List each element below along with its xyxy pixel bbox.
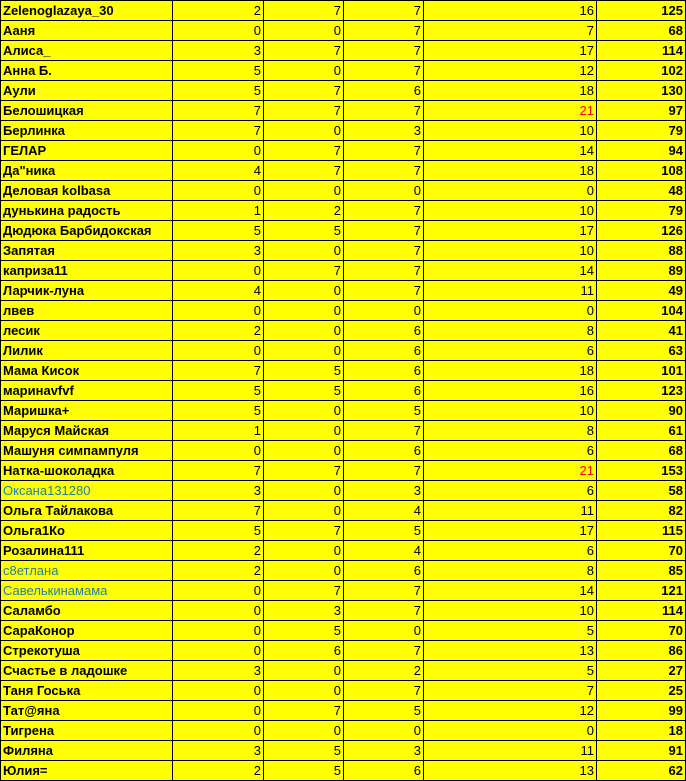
name-cell[interactable]: Розалина111 <box>1 541 173 561</box>
total-cell[interactable]: 101 <box>597 361 686 381</box>
total-cell[interactable]: 99 <box>597 701 686 721</box>
total-cell[interactable]: 114 <box>597 41 686 61</box>
score-cell-2[interactable]: 6 <box>264 641 344 661</box>
score-cell-2[interactable]: 7 <box>264 41 344 61</box>
name-cell[interactable]: Натка-шоколадка <box>1 461 173 481</box>
total-cell[interactable]: 125 <box>597 1 686 21</box>
score-cell-3[interactable]: 0 <box>344 621 424 641</box>
score-cell-1[interactable]: 0 <box>173 621 264 641</box>
sum-cell[interactable]: 10 <box>424 241 597 261</box>
score-cell-1[interactable]: 0 <box>173 181 264 201</box>
score-cell-3[interactable]: 7 <box>344 1 424 21</box>
name-cell[interactable]: Таня Госька <box>1 681 173 701</box>
score-cell-3[interactable]: 7 <box>344 101 424 121</box>
table-row <box>1 81 686 101</box>
name-cell[interactable]: лесик <box>1 321 173 341</box>
total-cell[interactable]: 121 <box>597 581 686 601</box>
score-cell-2[interactable]: 0 <box>264 501 344 521</box>
score-cell-2[interactable]: 0 <box>264 241 344 261</box>
name-cell[interactable]: Маришка+ <box>1 401 173 421</box>
table-row <box>1 561 686 581</box>
score-cell-3[interactable]: 0 <box>344 301 424 321</box>
spreadsheet-body <box>1 1 686 781</box>
score-cell-2[interactable]: 7 <box>264 581 344 601</box>
total-cell[interactable]: 61 <box>597 421 686 441</box>
score-cell-3[interactable]: 4 <box>344 501 424 521</box>
score-cell-3[interactable]: 7 <box>344 581 424 601</box>
sum-cell[interactable]: 10 <box>424 201 597 221</box>
score-cell-3[interactable]: 5 <box>344 701 424 721</box>
total-cell[interactable]: 108 <box>597 161 686 181</box>
total-cell[interactable]: 104 <box>597 301 686 321</box>
score-cell-1[interactable]: 0 <box>173 301 264 321</box>
name-cell[interactable]: Дюдюка Барбидокская <box>1 221 173 241</box>
total-cell[interactable]: 82 <box>597 501 686 521</box>
score-cell-3[interactable]: 5 <box>344 401 424 421</box>
sum-cell[interactable]: 17 <box>424 521 597 541</box>
score-cell-1[interactable]: 3 <box>173 241 264 261</box>
table-row <box>1 281 686 301</box>
total-cell[interactable]: 102 <box>597 61 686 81</box>
name-cell[interactable]: Белошицкая <box>1 101 173 121</box>
score-cell-2[interactable]: 0 <box>264 441 344 461</box>
table-row <box>1 21 686 41</box>
table-row <box>1 721 686 741</box>
name-cell[interactable]: лвев <box>1 301 173 321</box>
table-row <box>1 321 686 341</box>
total-cell[interactable]: 130 <box>597 81 686 101</box>
score-cell-1[interactable]: 5 <box>173 381 264 401</box>
sum-cell[interactable]: 6 <box>424 341 597 361</box>
score-cell-2[interactable]: 0 <box>264 661 344 681</box>
score-cell-2[interactable]: 0 <box>264 481 344 501</box>
table-row <box>1 481 686 501</box>
sum-cell[interactable]: 7 <box>424 681 597 701</box>
score-cell-2[interactable]: 0 <box>264 281 344 301</box>
total-cell[interactable]: 91 <box>597 741 686 761</box>
score-cell-3[interactable]: 6 <box>344 321 424 341</box>
score-cell-2[interactable]: 2 <box>264 201 344 221</box>
name-cell[interactable]: Ольга1Ко <box>1 521 173 541</box>
score-cell-3[interactable]: 6 <box>344 361 424 381</box>
sum-cell[interactable]: 5 <box>424 661 597 681</box>
name-cell[interactable]: Деловая kolbasa <box>1 181 173 201</box>
score-cell-1[interactable]: 2 <box>173 321 264 341</box>
score-cell-3[interactable]: 7 <box>344 681 424 701</box>
sum-cell[interactable]: 21 <box>424 101 597 121</box>
sum-cell[interactable]: 11 <box>424 741 597 761</box>
name-cell[interactable]: Ольга Тайлакова <box>1 501 173 521</box>
score-cell-1[interactable]: 7 <box>173 461 264 481</box>
score-cell-1[interactable]: 4 <box>173 281 264 301</box>
total-cell[interactable]: 49 <box>597 281 686 301</box>
score-cell-3[interactable]: 3 <box>344 481 424 501</box>
score-cell-1[interactable]: 0 <box>173 341 264 361</box>
score-cell-1[interactable]: 2 <box>173 761 264 781</box>
sum-cell[interactable]: 6 <box>424 481 597 501</box>
score-cell-3[interactable]: 7 <box>344 41 424 61</box>
score-cell-1[interactable]: 7 <box>173 361 264 381</box>
table-row <box>1 361 686 381</box>
score-cell-1[interactable]: 7 <box>173 121 264 141</box>
score-cell-2[interactable]: 7 <box>264 701 344 721</box>
score-cell-1[interactable]: 2 <box>173 541 264 561</box>
score-cell-1[interactable]: 7 <box>173 501 264 521</box>
sum-cell[interactable]: 16 <box>424 381 597 401</box>
score-cell-3[interactable]: 0 <box>344 721 424 741</box>
name-cell[interactable]: Маруся Майская <box>1 421 173 441</box>
name-cell[interactable]: каприза11 <box>1 261 173 281</box>
score-cell-3[interactable]: 0 <box>344 181 424 201</box>
score-cell-3[interactable]: 7 <box>344 161 424 181</box>
table-row <box>1 401 686 421</box>
score-cell-3[interactable]: 3 <box>344 121 424 141</box>
table-row <box>1 221 686 241</box>
score-cell-2[interactable]: 5 <box>264 761 344 781</box>
total-cell[interactable]: 126 <box>597 221 686 241</box>
score-cell-3[interactable]: 2 <box>344 661 424 681</box>
score-cell-1[interactable]: 5 <box>173 401 264 421</box>
score-cell-2[interactable]: 0 <box>264 721 344 741</box>
name-cell[interactable]: маринаvfvf <box>1 381 173 401</box>
score-cell-2[interactable]: 5 <box>264 221 344 241</box>
total-cell[interactable]: 70 <box>597 541 686 561</box>
score-cell-3[interactable]: 7 <box>344 461 424 481</box>
sum-cell[interactable]: 0 <box>424 301 597 321</box>
name-cell[interactable]: Тат@яна <box>1 701 173 721</box>
score-cell-2[interactable]: 5 <box>264 621 344 641</box>
score-cell-2[interactable]: 7 <box>264 161 344 181</box>
score-cell-3[interactable]: 7 <box>344 281 424 301</box>
total-cell[interactable]: 48 <box>597 181 686 201</box>
score-cell-3[interactable]: 7 <box>344 221 424 241</box>
total-cell[interactable]: 25 <box>597 681 686 701</box>
total-cell[interactable]: 41 <box>597 321 686 341</box>
table-row <box>1 701 686 721</box>
score-cell-3[interactable]: 6 <box>344 341 424 361</box>
name-cell[interactable]: Ааня <box>1 21 173 41</box>
sum-cell[interactable]: 7 <box>424 21 597 41</box>
score-cell-3[interactable]: 5 <box>344 521 424 541</box>
name-cell[interactable]: Ларчик-луна <box>1 281 173 301</box>
total-cell[interactable]: 79 <box>597 201 686 221</box>
total-cell[interactable]: 27 <box>597 661 686 681</box>
name-cell[interactable]: Лилик <box>1 341 173 361</box>
sum-cell[interactable]: 14 <box>424 141 597 161</box>
sum-cell[interactable]: 17 <box>424 41 597 61</box>
name-cell[interactable]: Аули <box>1 81 173 101</box>
score-cell-1[interactable]: 5 <box>173 81 264 101</box>
name-cell[interactable]: Филяна <box>1 741 173 761</box>
table-row <box>1 421 686 441</box>
score-cell-3[interactable]: 6 <box>344 381 424 401</box>
name-cell[interactable]: Запятая <box>1 241 173 261</box>
total-cell[interactable]: 62 <box>597 761 686 781</box>
table-row <box>1 181 686 201</box>
score-cell-1[interactable]: 5 <box>173 521 264 541</box>
score-cell-2[interactable]: 0 <box>264 301 344 321</box>
score-cell-3[interactable]: 3 <box>344 741 424 761</box>
score-cell-3[interactable]: 4 <box>344 541 424 561</box>
table-row <box>1 681 686 701</box>
sum-cell[interactable]: 11 <box>424 281 597 301</box>
sum-cell[interactable]: 13 <box>424 641 597 661</box>
table-row <box>1 541 686 561</box>
score-cell-1[interactable]: 0 <box>173 21 264 41</box>
sum-cell[interactable]: 10 <box>424 601 597 621</box>
sum-cell[interactable]: 0 <box>424 181 597 201</box>
total-cell[interactable]: 90 <box>597 401 686 421</box>
total-cell[interactable]: 153 <box>597 461 686 481</box>
score-cell-1[interactable]: 2 <box>173 1 264 21</box>
name-cell[interactable]: Тигрена <box>1 721 173 741</box>
table-row <box>1 661 686 681</box>
score-cell-2[interactable]: 0 <box>264 181 344 201</box>
score-cell-2[interactable]: 0 <box>264 401 344 421</box>
table-row <box>1 621 686 641</box>
total-cell[interactable]: 79 <box>597 121 686 141</box>
sum-cell[interactable]: 17 <box>424 221 597 241</box>
total-cell[interactable]: 94 <box>597 141 686 161</box>
score-cell-3[interactable]: 6 <box>344 561 424 581</box>
score-cell-2[interactable]: 0 <box>264 321 344 341</box>
sum-cell[interactable]: 8 <box>424 561 597 581</box>
name-cell[interactable]: Стрекотуша <box>1 641 173 661</box>
table-row <box>1 761 686 781</box>
total-cell[interactable]: 70 <box>597 621 686 641</box>
score-cell-1[interactable]: 0 <box>173 581 264 601</box>
name-cell[interactable]: Оксана131280 <box>1 481 173 501</box>
score-cell-2[interactable]: 7 <box>264 81 344 101</box>
sum-cell[interactable]: 18 <box>424 161 597 181</box>
score-cell-1[interactable]: 3 <box>173 661 264 681</box>
total-cell[interactable]: 97 <box>597 101 686 121</box>
score-cell-1[interactable]: 0 <box>173 681 264 701</box>
total-cell[interactable]: 86 <box>597 641 686 661</box>
score-cell-3[interactable]: 6 <box>344 81 424 101</box>
score-cell-2[interactable]: 0 <box>264 541 344 561</box>
score-cell-1[interactable]: 0 <box>173 441 264 461</box>
table-row <box>1 641 686 661</box>
score-cell-1[interactable]: 5 <box>173 221 264 241</box>
score-cell-3[interactable]: 7 <box>344 421 424 441</box>
score-cell-3[interactable]: 7 <box>344 601 424 621</box>
table-row <box>1 521 686 541</box>
table-row <box>1 461 686 481</box>
table-row <box>1 341 686 361</box>
total-cell[interactable]: 89 <box>597 261 686 281</box>
sum-cell[interactable]: 10 <box>424 401 597 421</box>
table-row <box>1 381 686 401</box>
score-cell-2[interactable]: 7 <box>264 261 344 281</box>
table-row <box>1 501 686 521</box>
score-cell-1[interactable]: 5 <box>173 61 264 81</box>
score-cell-2[interactable]: 5 <box>264 361 344 381</box>
sum-cell[interactable]: 6 <box>424 541 597 561</box>
name-cell[interactable]: с8етлана <box>1 561 173 581</box>
score-cell-3[interactable]: 6 <box>344 441 424 461</box>
score-cell-1[interactable]: 0 <box>173 701 264 721</box>
sum-cell[interactable]: 0 <box>424 721 597 741</box>
table-row <box>1 741 686 761</box>
table-row <box>1 441 686 461</box>
sum-cell[interactable]: 12 <box>424 701 597 721</box>
score-cell-1[interactable]: 0 <box>173 721 264 741</box>
name-cell[interactable]: Да"ника <box>1 161 173 181</box>
sum-cell[interactable]: 6 <box>424 441 597 461</box>
name-cell[interactable]: Саламбо <box>1 601 173 621</box>
score-cell-1[interactable]: 3 <box>173 481 264 501</box>
score-cell-3[interactable]: 7 <box>344 21 424 41</box>
score-cell-1[interactable]: 0 <box>173 601 264 621</box>
total-cell[interactable]: 63 <box>597 341 686 361</box>
sum-cell[interactable]: 14 <box>424 581 597 601</box>
table-row <box>1 301 686 321</box>
score-cell-2[interactable]: 7 <box>264 141 344 161</box>
score-cell-2[interactable]: 7 <box>264 461 344 481</box>
sum-cell[interactable]: 21 <box>424 461 597 481</box>
total-cell[interactable]: 68 <box>597 441 686 461</box>
score-cell-1[interactable]: 0 <box>173 641 264 661</box>
score-cell-2[interactable]: 0 <box>264 681 344 701</box>
table-row <box>1 61 686 81</box>
name-cell[interactable]: Мама Кисок <box>1 361 173 381</box>
table-row <box>1 161 686 181</box>
total-cell[interactable]: 88 <box>597 241 686 261</box>
sum-cell[interactable]: 12 <box>424 61 597 81</box>
table-row <box>1 1 686 21</box>
score-cell-2[interactable]: 5 <box>264 381 344 401</box>
table-row <box>1 581 686 601</box>
sum-cell[interactable]: 18 <box>424 361 597 381</box>
sum-cell[interactable]: 5 <box>424 621 597 641</box>
name-cell[interactable]: Анна Б. <box>1 61 173 81</box>
score-cell-1[interactable]: 1 <box>173 201 264 221</box>
score-cell-3[interactable]: 7 <box>344 61 424 81</box>
total-cell[interactable]: 58 <box>597 481 686 501</box>
table-row <box>1 201 686 221</box>
score-cell-2[interactable]: 0 <box>264 421 344 441</box>
score-cell-1[interactable]: 3 <box>173 741 264 761</box>
sum-cell[interactable]: 8 <box>424 421 597 441</box>
table-row <box>1 601 686 621</box>
score-cell-2[interactable]: 7 <box>264 101 344 121</box>
score-cell-1[interactable]: 1 <box>173 421 264 441</box>
name-cell[interactable]: дунькина радость <box>1 201 173 221</box>
name-cell[interactable]: Берлинка <box>1 121 173 141</box>
table-row <box>1 241 686 261</box>
table-row <box>1 101 686 121</box>
total-cell[interactable]: 18 <box>597 721 686 741</box>
score-cell-3[interactable]: 7 <box>344 641 424 661</box>
score-cell-3[interactable]: 7 <box>344 141 424 161</box>
sum-cell[interactable]: 10 <box>424 121 597 141</box>
score-cell-1[interactable]: 3 <box>173 41 264 61</box>
score-cell-2[interactable]: 7 <box>264 521 344 541</box>
name-cell[interactable]: Алиса_ <box>1 41 173 61</box>
score-cell-1[interactable]: 2 <box>173 561 264 581</box>
sum-cell[interactable]: 16 <box>424 1 597 21</box>
table-row <box>1 41 686 61</box>
score-cell-1[interactable]: 0 <box>173 141 264 161</box>
name-cell[interactable]: СараКонор <box>1 621 173 641</box>
table-row <box>1 121 686 141</box>
score-cell-3[interactable]: 6 <box>344 761 424 781</box>
name-cell[interactable]: Савелькинамама <box>1 581 173 601</box>
sum-cell[interactable]: 14 <box>424 261 597 281</box>
score-cell-2[interactable]: 0 <box>264 341 344 361</box>
score-cell-2[interactable]: 5 <box>264 741 344 761</box>
score-cell-3[interactable]: 7 <box>344 241 424 261</box>
score-cell-1[interactable]: 7 <box>173 101 264 121</box>
total-cell[interactable]: 115 <box>597 521 686 541</box>
table-row <box>1 141 686 161</box>
sum-cell[interactable]: 18 <box>424 81 597 101</box>
name-cell[interactable]: Счастье в ладошке <box>1 661 173 681</box>
total-cell[interactable]: 68 <box>597 21 686 41</box>
score-cell-1[interactable]: 0 <box>173 261 264 281</box>
score-cell-2[interactable]: 0 <box>264 121 344 141</box>
score-cell-2[interactable]: 0 <box>264 61 344 81</box>
total-cell[interactable]: 114 <box>597 601 686 621</box>
name-cell[interactable]: Машуня симпампуля <box>1 441 173 461</box>
total-cell[interactable]: 123 <box>597 381 686 401</box>
name-cell[interactable]: ГЕЛАР <box>1 141 173 161</box>
name-cell[interactable]: Zelenoglazaya_30 <box>1 1 173 21</box>
sum-cell[interactable]: 8 <box>424 321 597 341</box>
sum-cell[interactable]: 13 <box>424 761 597 781</box>
table-row <box>1 261 686 281</box>
sum-cell[interactable]: 11 <box>424 501 597 521</box>
score-cell-2[interactable]: 3 <box>264 601 344 621</box>
total-cell[interactable]: 85 <box>597 561 686 581</box>
score-cell-2[interactable]: 0 <box>264 561 344 581</box>
score-cell-2[interactable]: 7 <box>264 1 344 21</box>
score-cell-2[interactable]: 0 <box>264 21 344 41</box>
score-cell-3[interactable]: 7 <box>344 261 424 281</box>
name-cell[interactable]: Юлия= <box>1 761 173 781</box>
score-cell-1[interactable]: 4 <box>173 161 264 181</box>
score-cell-3[interactable]: 7 <box>344 201 424 221</box>
